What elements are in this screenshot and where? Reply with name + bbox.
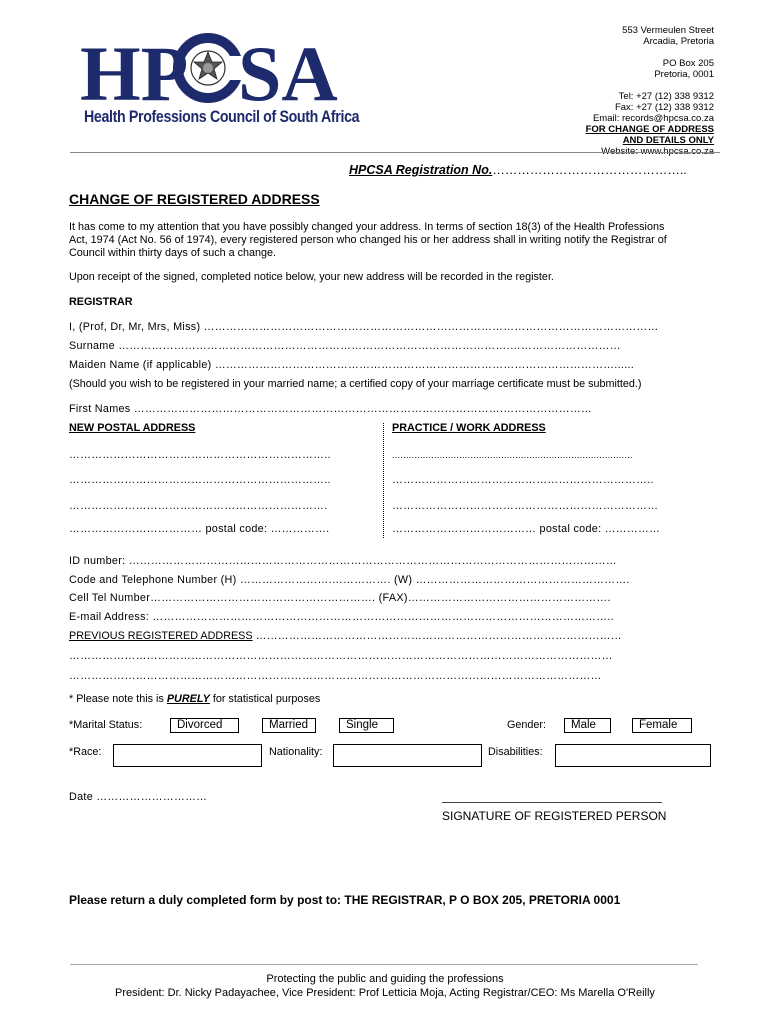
marital-option-divorced[interactable]: Divorced xyxy=(170,718,239,733)
previous-address-line[interactable]: ……………………………………………………………………………………………………………………………… xyxy=(69,670,602,682)
footer-divider xyxy=(70,964,698,965)
date-field[interactable]: Date ………………………… xyxy=(69,791,208,803)
fax-line: Fax: +27 (12) 338 9312 xyxy=(614,102,714,113)
previous-address-line[interactable]: ………………………………………………………………………………………………………………………………… xyxy=(69,650,613,662)
contact-address-block xyxy=(586,25,714,157)
postal-code-line[interactable]: ……………………………… postal code: ……………. xyxy=(69,523,330,535)
website-line: Website: www.hpcsa.co.za xyxy=(601,146,714,157)
column-divider xyxy=(383,423,384,538)
address-line: PO Box 205 xyxy=(662,58,714,69)
form-title: CHANGE OF REGISTERED ADDRESS xyxy=(69,191,320,207)
for-change-line: FOR CHANGE OF ADDRESS xyxy=(585,124,714,135)
hpcsa-logo-mark xyxy=(80,28,338,117)
receipt-text: Upon receipt of the signed, completed notice below, your new address will be recorded in the register. xyxy=(69,271,554,283)
tel-line: Tel: +27 (12) 338 9312 xyxy=(618,91,714,102)
intro-line: Act, 1974 (Act No. 56 of 1974), every registered person who changed his or her address shall in writing notify the Registrar of xyxy=(69,234,667,246)
title-field[interactable]: I, (Prof, Dr, Mr, Mrs, Miss) …………………………………………………………………………………………………………… xyxy=(69,321,659,333)
surname-field[interactable]: Surname …………………………………………………………………………………………….………………………… xyxy=(69,340,621,352)
race-input[interactable] xyxy=(113,744,262,767)
postal-address-line[interactable]: …………………………………………………………….. xyxy=(69,449,331,461)
marital-status-label: *Marital Status: xyxy=(69,719,143,731)
nationality-label: Nationality: xyxy=(269,746,323,758)
footer-officials: President: Dr. Nicky Padayachee, Vice President: Prof Letticia Moja, Acting Registrar/CEO: Ms Marella O'Reilly xyxy=(115,987,655,999)
return-instruction: Please return a duly completed form by post to: THE REGISTRAR, P O BOX 205, PRETORIA 0001 xyxy=(69,893,621,907)
gender-option-male[interactable]: Male xyxy=(564,718,611,733)
new-postal-heading: NEW POSTAL ADDRESS xyxy=(69,422,196,434)
previous-address-label: PREVIOUS REGISTERED ADDRESS xyxy=(69,630,253,642)
gender-option-female[interactable]: Female xyxy=(632,718,692,733)
race-label: *Race: xyxy=(69,746,102,758)
registration-no-field[interactable]: ……………………………………….. xyxy=(492,163,687,177)
maiden-name-field[interactable]: Maiden Name (if applicable) ………………………………………………………………………………………………...... xyxy=(69,359,635,371)
footer-tagline: Protecting the public and guiding the professions xyxy=(266,973,504,985)
signature-line[interactable] xyxy=(442,802,662,803)
telephone-field[interactable]: Code and Telephone Number (H) …………………….……………. (W) …………………………………………………. xyxy=(69,574,630,586)
marital-option-single[interactable]: Single xyxy=(339,718,394,733)
disabilities-input[interactable] xyxy=(555,744,711,767)
id-number-field[interactable]: ID number: …………………………………………………………………………………………………………………… xyxy=(69,555,617,567)
registration-no xyxy=(349,163,687,177)
practice-heading: PRACTICE / WORK ADDRESS xyxy=(392,422,546,434)
practice-address-line[interactable]: …………………………………………………………….. xyxy=(392,474,654,486)
practice-address-line[interactable]: ……………………………………………………………… xyxy=(392,500,659,512)
practice-postal-code-line[interactable]: ………………………………… postal code: …………… xyxy=(392,523,661,535)
married-name-note: (Should you wish to be registered in your married name; a certified copy of your marriage certificate must be submitted.) xyxy=(69,378,642,390)
disabilities-label: Disabilities: xyxy=(488,746,543,758)
logo-text-left: HP xyxy=(80,30,189,117)
address-line: Pretoria, 0001 xyxy=(654,69,714,80)
email-line: Email: records@hpcsa.co.za xyxy=(592,113,714,124)
header-divider xyxy=(70,152,720,153)
intro-line: Council within thirty days of such a change. xyxy=(69,247,277,259)
registrar-label: REGISTRAR xyxy=(69,296,133,308)
practice-address-line[interactable]: ...................................................................................... xyxy=(392,450,633,460)
address-line: Arcadia, Pretoria xyxy=(643,36,714,47)
first-names-field[interactable]: First Names ……………………………………………………………………………………….…………………… xyxy=(69,403,593,415)
statistics-note: * Please note this is PURELY for statistical purposes xyxy=(69,693,321,705)
gender-label: Gender: xyxy=(507,719,547,731)
postal-address-line[interactable]: ……………………………………………………………. xyxy=(69,500,328,512)
signature-label: SIGNATURE OF REGISTERED PERSON xyxy=(442,809,667,823)
postal-address-line[interactable]: …………………………………………………………….. xyxy=(69,474,331,486)
purely-emphasis: PURELY xyxy=(166,693,210,705)
previous-address-field[interactable]: PREVIOUS REGISTERED ADDRESS ……………………………………………………………………………………… xyxy=(69,630,622,642)
for-change-line: AND DETAILS ONLY xyxy=(622,135,714,146)
org-full-name: Health Professions Council of South Africa xyxy=(84,108,360,126)
marital-option-married[interactable]: Married xyxy=(262,718,316,733)
email-field[interactable]: E-mail Address: …………………………………………………………………………………………………………….. xyxy=(69,611,614,623)
nationality-input[interactable] xyxy=(333,744,482,767)
address-line: 553 Vermeulen Street xyxy=(622,25,714,36)
cell-fax-field[interactable]: Cell Tel Number……………………………………………………. (FAX)………………………………………………. xyxy=(69,592,611,604)
logo-text-right: SA xyxy=(238,30,338,117)
intro-line: It has come to my attention that you have possibly changed your address. In terms of section 18(3) of the Health Professions xyxy=(69,221,665,233)
registration-no-label: HPCSA Registration No. xyxy=(349,163,493,177)
